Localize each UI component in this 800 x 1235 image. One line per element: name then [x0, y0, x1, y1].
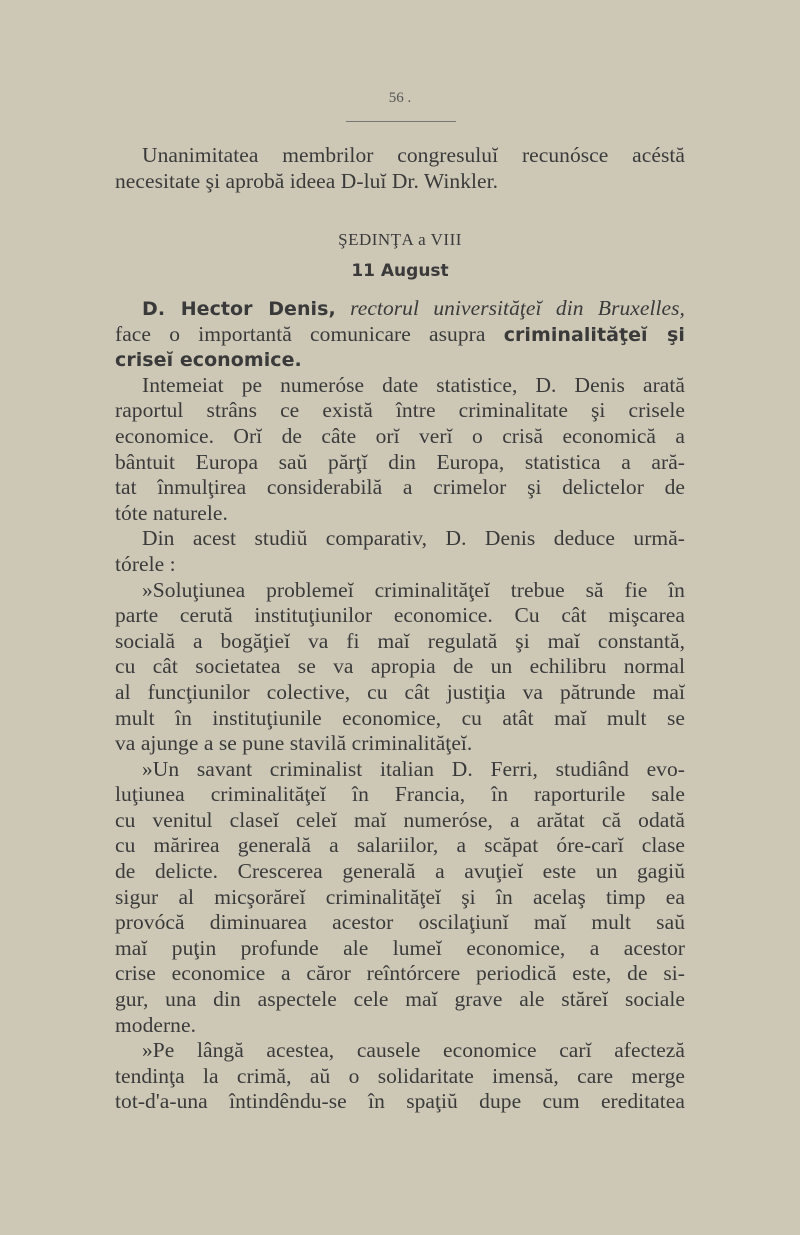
text-line: cu cât societatea se va apropia de un echilibru normal: [115, 654, 685, 679]
text-line: Unanimitatea membrilor congresuluĭ recunósce acéstă: [142, 143, 685, 167]
text-line: de delicte. Crescerea generală a avuţieĭ este un gagiŭ: [115, 859, 685, 884]
text-line: [115, 347, 685, 373]
text-line: Din acest studiŭ comparativ, D. Denis deduce urmă-: [142, 526, 685, 551]
text-line: gur, una din aspectele cele maĭ grave ale stăreĭ sociale: [115, 987, 685, 1012]
text-line: va ajunge a se pune stavilă criminalităţeĭ.: [115, 731, 473, 756]
text-line: sigur al micşorăreĭ criminalităţeĭ şi în acelaş timp ea: [115, 884, 685, 909]
speaker-title: rectorul universităţeĭ din Bruxelles,: [350, 296, 685, 320]
text-line: tendinţa la crimă, aŭ o solidaritate imensă, care merge: [115, 1063, 685, 1088]
text-line: »Pe lângă acestea, causele economice carĭ afecteză: [142, 1038, 685, 1063]
text-span: face o importantă comunicare asupra: [115, 321, 486, 346]
text-line: tórele :: [115, 551, 176, 576]
text-line: luţiunea criminalităţeĭ în Francia, în raporturile sale: [115, 782, 685, 807]
text-line: Intemeiat pe numeróse date statistice, D. Denis arată: [142, 372, 685, 397]
intro-paragraph: [115, 143, 685, 194]
text-line: tat înmulţirea considerabilă a crimelor şi delictelor de: [115, 475, 685, 500]
text-line: parte cerută instituţiunilor economice. Cu cât mişcarea: [115, 603, 685, 628]
topic-bold: criseĭ economice.: [115, 349, 302, 372]
text-line: maĭ puţin profunde ale lumeĭ economice, a acestor: [115, 935, 685, 960]
text-line: [115, 322, 685, 348]
session-date: 11 August: [351, 261, 449, 281]
text-line: al funcţiunilor colective, cu cât justiţia va pătrunde maĭ: [115, 679, 685, 704]
text-line: moderne.: [115, 1012, 196, 1037]
text-line: cu venitul claseĭ celeĭ maĭ numeróse, a arătat că odată: [115, 807, 685, 832]
speaker-name: D. Hector Denis,: [142, 298, 336, 320]
text-line: cu mărirea generală a salariilor, a scăpat óre-carĭ clase: [115, 833, 685, 858]
text-line: bântuit Europa saŭ părţĭ din Europa, statistica a ară-: [115, 449, 685, 474]
session-title: ŞEDINŢA a VIII: [338, 230, 462, 249]
main-text: [115, 296, 685, 1115]
page-number: 56 .: [388, 90, 412, 106]
text-line: provócă diminuarea acestor oscilaţiunĭ maĭ mult saŭ: [115, 910, 685, 935]
text-line: raportul strâns ce există între criminalitate şi crisele: [115, 398, 685, 423]
text-line: [115, 296, 685, 322]
text-line: »Soluţiunea problemeĭ criminalităţeĭ trebue să fie în: [142, 577, 685, 602]
topic-bold: criminalităţeĭ şi: [503, 323, 685, 346]
text-line: »Un savant criminalist italian D. Ferri, studiând evo-: [142, 756, 685, 781]
text-line: tot-d'a-una întindêndu-se în spaţiŭ dupe cum ereditatea: [115, 1089, 685, 1114]
text-line: tóte naturele.: [115, 500, 228, 525]
text-line: mult în instituţiunile economice, cu atât maĭ mult se: [115, 705, 685, 730]
text-line: economice. Orĭ de câte orĭ verĭ o crisă economică a: [115, 423, 685, 448]
text-line: socială a bogăţieĭ va fi maĭ regulată şi maĭ constantă,: [115, 628, 685, 653]
header-rule: [346, 121, 456, 122]
text-line: crise economice a căror reîntórcere periodică este, de si-: [115, 961, 685, 986]
text-line: necesitate şi aprobă ideea D-luĭ Dr. Winkler.: [115, 168, 499, 193]
